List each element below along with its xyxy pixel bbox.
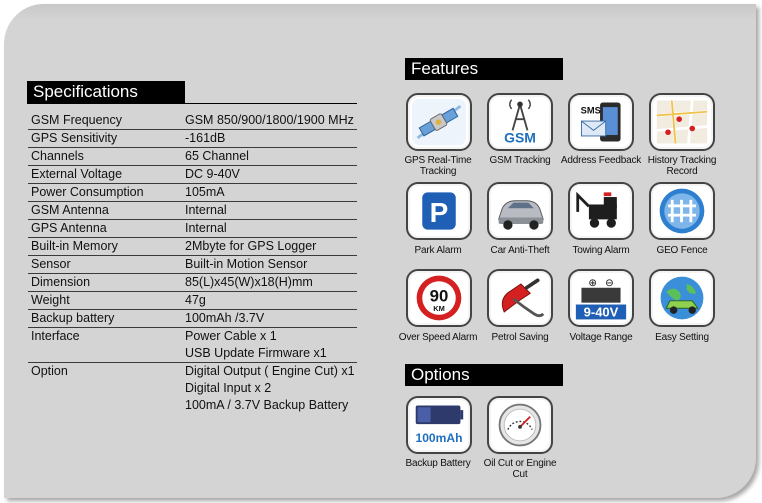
spec-key: Weight (28, 292, 185, 310)
table-row (28, 238, 357, 256)
spec-value: 65 Channel (185, 148, 357, 166)
option-label-oil-cut: Oil Cut or Engine Cut (483, 458, 557, 480)
specifications-table (28, 112, 357, 414)
battery-voltage-icon (568, 269, 634, 327)
voltage-icon-text: 9-40V (583, 304, 619, 320)
spec-key: Option (31, 364, 68, 378)
table-row (28, 397, 357, 414)
table-row (28, 166, 357, 184)
feature-label-anti-theft: Car Anti-Theft (490, 245, 550, 256)
fence-icon (649, 182, 715, 240)
spec-value: 2Mbyte for GPS Logger (185, 238, 357, 256)
options-heading: Options (405, 364, 563, 386)
table-row (28, 345, 357, 363)
parking-icon (406, 182, 472, 240)
plus-icon: ⊕ (588, 276, 597, 289)
spec-key: External Voltage (28, 166, 185, 184)
table-row (28, 148, 357, 166)
feature-label-over-speed: Over Speed Alarm (398, 332, 478, 343)
spec-key: Channels (28, 148, 185, 166)
spec-key: Power Consumption (28, 184, 185, 202)
feature-label-history: History Tracking Record (647, 155, 717, 177)
spec-value: 85(L)x45(W)x18(H)mm (185, 274, 357, 292)
features-heading: Features (405, 58, 563, 80)
spec-value: Built-in Motion Sensor (185, 256, 357, 274)
spec-value: Internal (185, 202, 357, 220)
tow-truck-icon (568, 182, 634, 240)
table-row (28, 256, 357, 274)
feature-label-voltage: Voltage Range (569, 332, 633, 343)
spec-value: DC 9-40V (185, 166, 357, 184)
spec-key: GSM Antenna (28, 202, 185, 220)
speed-limit-unit: KM (433, 304, 445, 314)
battery-icon-text: 100mAh (415, 430, 463, 445)
sms-icon-text: SMS (580, 105, 601, 116)
table-row (28, 184, 357, 202)
feature-label-easy-setting: Easy Setting (655, 332, 709, 343)
spec-key: GPS Sensitivity (28, 130, 185, 148)
spec-key: Sensor (28, 256, 185, 274)
feature-label-park: Park Alarm (414, 245, 462, 256)
map-icon (649, 93, 715, 151)
table-row (28, 274, 357, 292)
globe-car-icon (649, 269, 715, 327)
spec-value: 100mA / 3.7V Backup Battery (185, 398, 349, 412)
spec-value: GSM 850/900/1800/1900 MHz (185, 112, 357, 130)
satellite-icon (406, 93, 472, 151)
table-row (28, 363, 357, 381)
battery-icon (406, 396, 472, 454)
gsm-tower-icon (487, 93, 553, 151)
minus-icon: ⊖ (605, 276, 614, 289)
table-row (28, 292, 357, 310)
feature-label-towing: Towing Alarm (572, 245, 630, 256)
feature-label-geo-fence: GEO Fence (656, 245, 708, 256)
spec-key: Interface (31, 329, 80, 343)
spec-value: -161dB (185, 130, 357, 148)
spec-value: 47g (185, 292, 357, 310)
spec-key: GSM Frequency (28, 112, 185, 130)
feature-label-petrol: Petrol Saving (491, 332, 549, 343)
spec-value: USB Update Firmware x1 (185, 345, 357, 363)
spec-value: Digital Input x 2 (185, 381, 272, 395)
spec-key: Backup battery (28, 310, 185, 328)
specifications-heading: Specifications (27, 81, 185, 103)
table-row (28, 202, 357, 220)
feature-label-gps: GPS Real-Time Tracking (404, 155, 472, 177)
spec-value: 105mA (185, 184, 357, 202)
spec-key: GPS Antenna (28, 220, 185, 238)
specifications-heading-rule (27, 103, 357, 104)
gauge-icon (487, 396, 553, 454)
feature-label-address: Address Feedback (560, 155, 642, 166)
spec-key: Built-in Memory (28, 238, 185, 256)
spec-value: 100mAh /3.7V (185, 310, 357, 328)
gsm-icon-text: GSM (504, 129, 536, 146)
speed-limit-number: 90 (429, 286, 449, 306)
table-row (28, 380, 357, 397)
spec-value: Power Cable x 1 (185, 329, 277, 343)
spec-value: Digital Output ( Engine Cut) x1 (185, 364, 355, 378)
sms-phone-icon (568, 93, 634, 151)
table-row (28, 328, 357, 346)
spec-key: Dimension (28, 274, 185, 292)
table-row (28, 112, 357, 130)
spec-value: Internal (185, 220, 357, 238)
feature-label-gsm: GSM Tracking (489, 155, 551, 166)
table-row (28, 310, 357, 328)
car-icon (487, 182, 553, 240)
speed-limit-icon (406, 269, 472, 327)
parking-icon-text: P (429, 197, 449, 229)
table-row (28, 130, 357, 148)
option-label-backup-battery: Backup Battery (405, 458, 471, 469)
fuel-nozzle-icon (487, 269, 553, 327)
table-row (28, 220, 357, 238)
